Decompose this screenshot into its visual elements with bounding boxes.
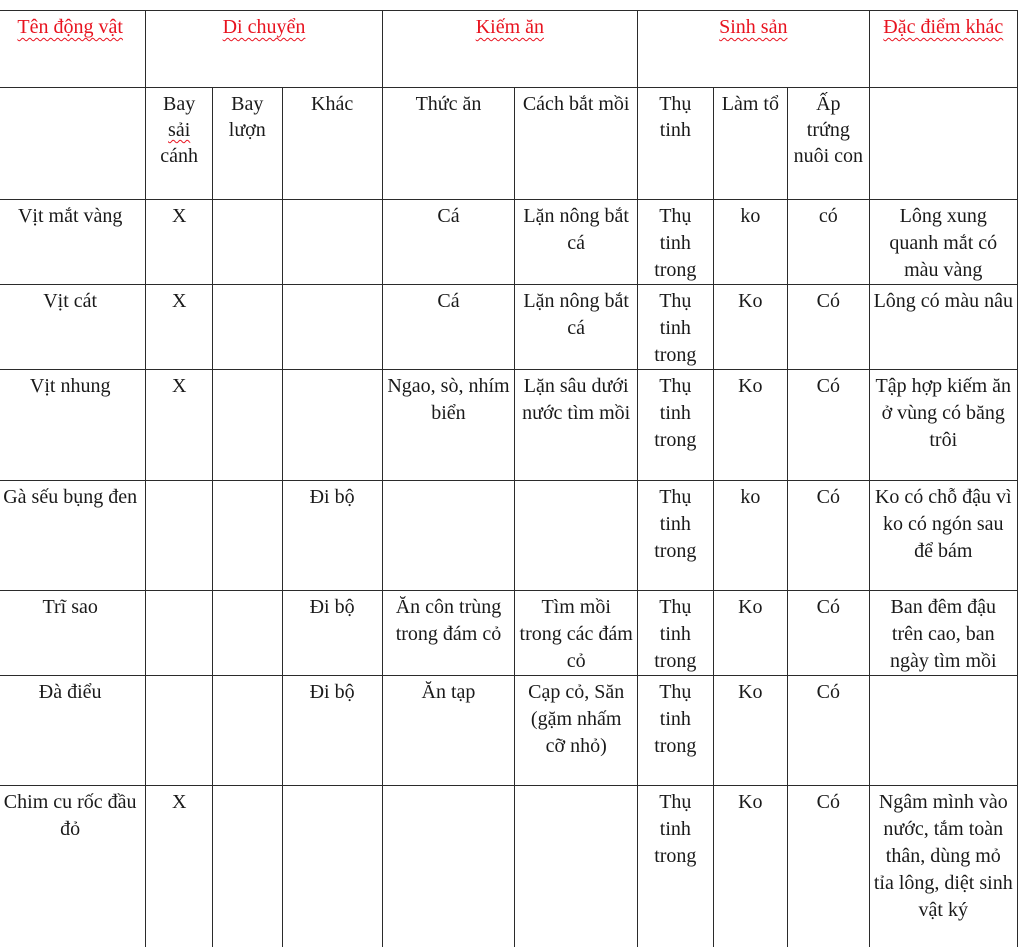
cell-fly [146,481,213,591]
subheader-thu-tinh: Thụ tinh [638,88,714,200]
header-other-traits: Đặc điểm khác [869,11,1017,88]
cell-name: Vịt nhung [0,370,146,481]
cell-fly [146,591,213,676]
cell-trait: Tập hợp kiếm ăn ở vùng có băng trôi [869,370,1017,481]
cell-brood: Có [788,481,869,591]
cell-nest: Ko [713,591,787,676]
cell-other-move [282,786,382,947]
cell-hunt: Lặn sâu dưới nước tìm mồi [515,370,638,481]
cell-hunt [515,786,638,947]
cell-glide [212,676,282,786]
cell-trait [869,676,1017,786]
cell-other-move: Đi bộ [282,591,382,676]
cell-trait: Ko có chỗ đậu vì ko có ngón sau để bám [869,481,1017,591]
cell-food: Ngao, sò, nhím biển [382,370,515,481]
subheader-ap-trung: Ấp trứng nuôi con [788,88,869,200]
cell-brood: có [788,200,869,285]
header-animal-name: Tên động vật [0,11,146,88]
table-row [0,786,1018,947]
subheader-row [0,88,1018,200]
subheader-cach-bat-moi: Cách bắt mồi [515,88,638,200]
cell-fly: X [146,786,213,947]
cell-fert: Thụ tinh trong [638,370,714,481]
table-row [0,676,1018,786]
cell-glide [212,285,282,370]
table-row [0,481,1018,591]
header-movement: Di chuyển [146,11,382,88]
cell-other-move: Đi bộ [282,676,382,786]
table-row [0,370,1018,481]
cell-food [382,481,515,591]
cell-fert: Thụ tinh trong [638,481,714,591]
cell-name: Vịt mắt vàng [0,200,146,285]
cell-glide [212,200,282,285]
cell-other-move: Đi bộ [282,481,382,591]
cell-nest: Ko [713,370,787,481]
table-row [0,200,1018,285]
cell-fert: Thụ tinh trong [638,200,714,285]
cell-hunt: Lặn nông bắt cá [515,285,638,370]
cell-fly [146,676,213,786]
cell-food: Ăn tạp [382,676,515,786]
header-reproduction: Sinh sản [638,11,870,88]
cell-food: Ăn côn trùng trong đám cỏ [382,591,515,676]
table-row [0,285,1018,370]
cell-brood: Có [788,676,869,786]
cell-food [382,786,515,947]
cell-brood: Có [788,285,869,370]
cell-glide [212,481,282,591]
subheader-khac: Khác [282,88,382,200]
cell-trait: Lông có màu nâu [869,285,1017,370]
subheader-lam-to: Làm tổ [713,88,787,200]
cell-fert: Thụ tinh trong [638,591,714,676]
cell-fly: X [146,370,213,481]
cell-other-move [282,200,382,285]
cell-hunt: Lặn nông bắt cá [515,200,638,285]
cell-fly: X [146,285,213,370]
subheader-bay-sai-canh: Bay sải cánh [146,88,213,200]
cell-trait: Ban đêm đậu trên cao, ban ngày tìm mồi [869,591,1017,676]
cell-brood: Có [788,591,869,676]
header-row [0,11,1018,88]
cell-name: Chim cu rốc đầu đỏ [0,786,146,947]
cell-name: Vịt cát [0,285,146,370]
header-feeding: Kiếm ăn [382,11,637,88]
cell-nest: ko [713,200,787,285]
cell-brood: Có [788,786,869,947]
cell-brood: Có [788,370,869,481]
cell-other-move [282,285,382,370]
cell-hunt [515,481,638,591]
table-row [0,591,1018,676]
cell-nest: Ko [713,676,787,786]
cell-name: Đà điểu [0,676,146,786]
cell-glide [212,370,282,481]
cell-food: Cá [382,200,515,285]
cell-fly: X [146,200,213,285]
subheader-empty [0,88,146,200]
cell-glide [212,591,282,676]
subheader-bay-luon: Bay lượn [212,88,282,200]
subheader-empty-other [869,88,1017,200]
cell-nest: Ko [713,285,787,370]
cell-nest: ko [713,481,787,591]
cell-other-move [282,370,382,481]
cell-name: Trĩ sao [0,591,146,676]
subheader-thuc-an: Thức ăn [382,88,515,200]
cell-nest: Ko [713,786,787,947]
cell-hunt: Cạp cỏ, Săn (gặm nhấm cỡ nhỏ) [515,676,638,786]
animal-traits-table [0,10,1018,947]
cell-fert: Thụ tinh trong [638,786,714,947]
cell-name: Gà sếu bụng đen [0,481,146,591]
cell-hunt: Tìm mồi trong các đám cỏ [515,591,638,676]
cell-fert: Thụ tinh trong [638,285,714,370]
cell-trait: Lông xung quanh mắt có màu vàng [869,200,1017,285]
cell-glide [212,786,282,947]
cell-food: Cá [382,285,515,370]
cell-fert: Thụ tinh trong [638,676,714,786]
cell-trait: Ngâm mình vào nước, tắm toàn thân, dùng mỏ tỉa lông, diệt sinh vật ký [869,786,1017,947]
